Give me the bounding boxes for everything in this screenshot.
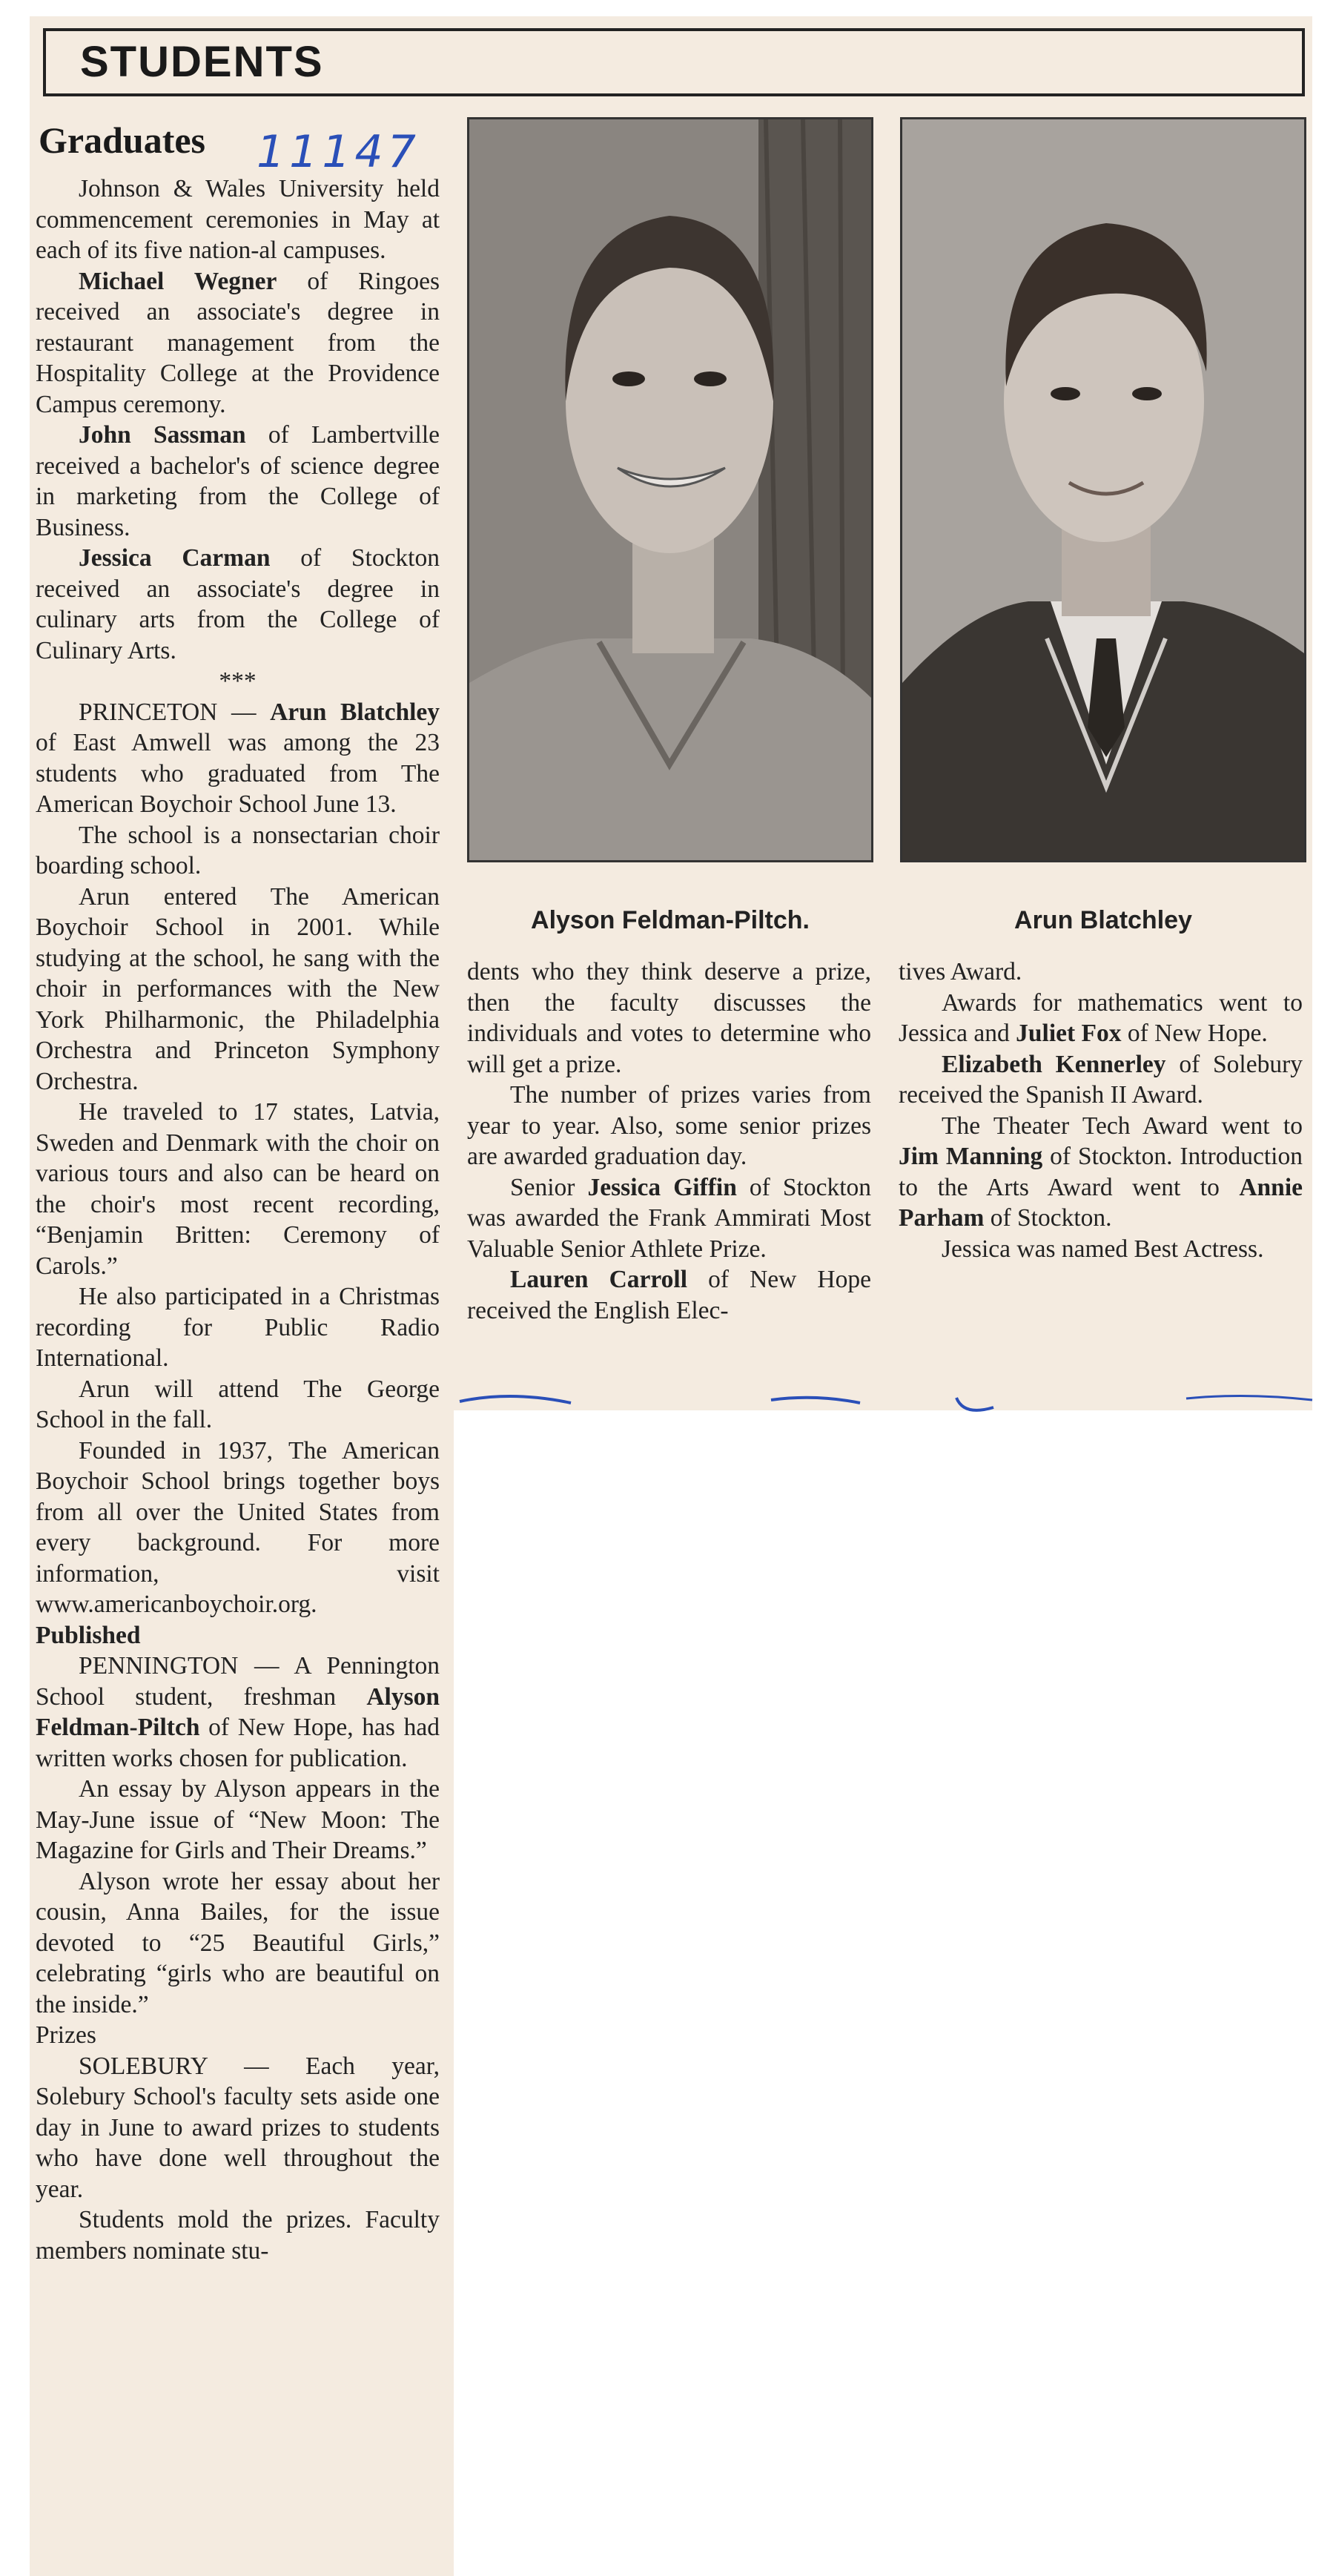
paragraph: He traveled to 17 states, Latvia, Sweden and Denmark with the choir on various tours and also can be heard on the choir's most recent recording, “Benjamin Britten: Ceremony of Carols.” xyxy=(36,1098,440,1280)
paragraph: Jessica Carman of Stockton received an associate's degree in culinary arts from the College of Culinary Arts. xyxy=(36,544,440,664)
paragraph: The school is a nonsectarian choir boarding school. xyxy=(36,821,440,879)
pen-mark-underline xyxy=(445,1394,1335,1424)
paragraph: Alyson wrote her essay about her cousin, Anna Bailes, for the issue devoted to “25 Beautiful Girls,” celebrating “girls who are beautiful on the inside.” xyxy=(36,1867,440,2018)
subhead-published: Published xyxy=(36,1621,141,1649)
paragraph: SOLEBURY — Each year, Solebury School's faculty sets aside one day in June to award prizes to students who have done well throughout the year. xyxy=(36,2052,440,2203)
paragraph: Students mold the prizes. Faculty members nominate stu- xyxy=(36,2206,440,2265)
article-column-1 xyxy=(36,174,440,2266)
paragraph: Michael Wegner of Ringoes received an associate's degree in restaurant management from the Hospitality College at the Providence Campus ceremony. xyxy=(36,267,440,418)
section-header: STUDENTS xyxy=(43,28,1305,96)
paragraph: dents who they think deserve a prize, then the faculty discusses the individuals and votes to determine who will get a prize. xyxy=(467,958,871,1078)
paragraph: Johnson & Wales University held commencement ceremonies in May at each of its five nation-al campuses. xyxy=(36,175,440,264)
photo-caption: Alyson Feldman-Piltch. xyxy=(531,906,810,934)
handwritten-note: 11147 xyxy=(257,126,420,178)
article-column-3 xyxy=(899,957,1303,1264)
portrait-girl xyxy=(469,119,871,860)
paragraph: PENNINGTON — A Pennington School student, freshman Alyson Feldman-Piltch of New Hope, has had written works chosen for publication. xyxy=(36,1652,440,1772)
paragraph: Awards for mathematics went to Jessica and Juliet Fox of New Hope. xyxy=(899,988,1303,1047)
paragraph: Founded in 1937, The American Boychoir School brings together boys from all over the United States from every background. For more information, visit www.americanboychoir.org. xyxy=(36,1436,440,1618)
paragraph: PRINCETON — Arun Blatchley of East Amwell was among the 23 students who graduated from The American Boychoir School June 13. xyxy=(36,698,440,818)
paragraph: tives Award. xyxy=(899,958,1022,985)
paragraph: Arun will attend The George School in the fall. xyxy=(36,1375,440,1433)
paragraph: Arun entered The American Boychoir School in 2001. While studying at the school, he sang with the choir in performances with the New York Philharmonic, the Philadelphia Orchestra and Princeton Symphony Orchestra. xyxy=(36,882,440,1095)
photo-alyson-feldman-piltch xyxy=(467,117,873,862)
paragraph: Senior Jessica Giffin of Stockton was awarded the Frank Ammirati Most Valuable Senior Athlete Prize. xyxy=(467,1173,871,1263)
photo-arun-blatchley xyxy=(900,117,1306,862)
paragraph: The number of prizes varies from year to year. Also, some senior prizes are awarded graduation day. xyxy=(467,1081,871,1170)
subhead-prizes: Prizes xyxy=(36,2021,96,2049)
photo-caption: Arun Blatchley xyxy=(1014,906,1192,934)
paragraph: Jessica was named Best Actress. xyxy=(942,1235,1264,1263)
headline: Graduates xyxy=(39,119,205,161)
paragraph: The Theater Tech Award went to Jim Manning of Stockton. Introduction to the Arts Award went to Annie Parham of Stockton. xyxy=(899,1112,1303,1232)
portrait-boy xyxy=(902,119,1304,860)
separator: *** xyxy=(219,667,257,695)
article-column-2 xyxy=(467,957,871,1326)
paragraph: Lauren Carroll of New Hope received the English Elec- xyxy=(467,1266,871,1324)
paragraph: John Sassman of Lambertville received a bachelor's of science degree in marketing from the College of Business. xyxy=(36,421,440,541)
paragraph: An essay by Alyson appears in the May-June issue of “New Moon: The Magazine for Girls and Their Dreams.” xyxy=(36,1775,440,1864)
paragraph: He also participated in a Christmas recording for Public Radio International. xyxy=(36,1283,440,1372)
pen-mark-underline xyxy=(786,823,934,853)
paragraph: Elizabeth Kennerley of Solebury received the Spanish II Award. xyxy=(899,1050,1303,1109)
